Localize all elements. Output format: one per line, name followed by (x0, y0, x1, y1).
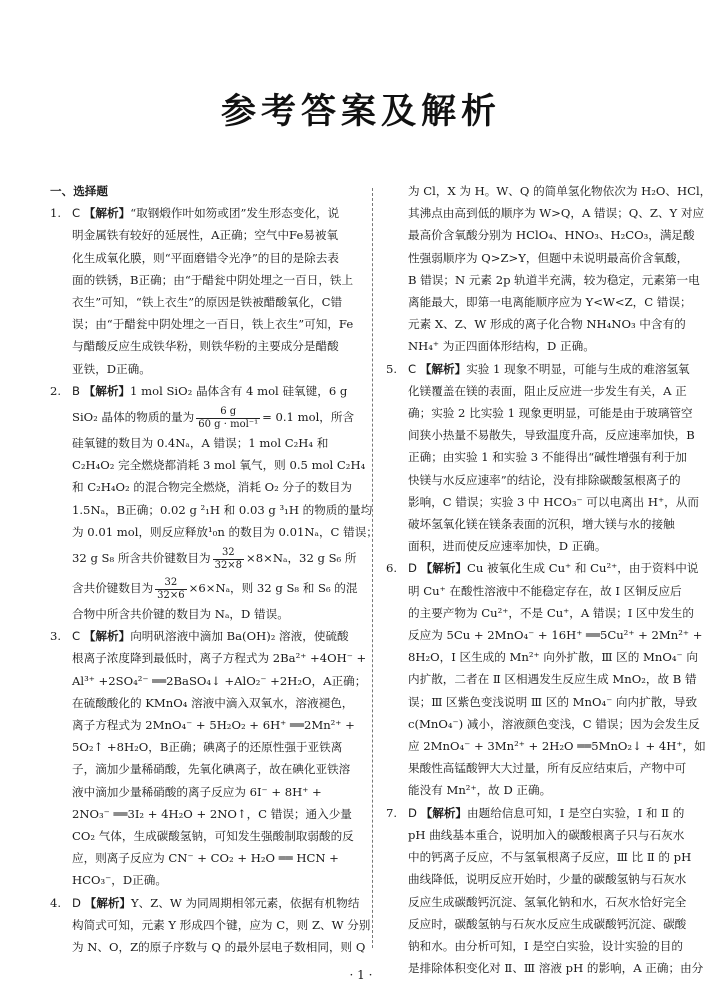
text-line: 2NO₃⁻ ══3I₂ + 4H₂O + 2NO↑，C 错误；通入少量 (72, 806, 352, 821)
text-line: 8H₂O，Ⅰ 区生成的 Mn²⁺ 向外扩散，Ⅲ 区的 MnO₄⁻ 向 (408, 650, 698, 665)
question-2 (50, 380, 378, 625)
text-line: 亚铁，D正确。 (72, 361, 151, 376)
question-number: 5. (386, 361, 398, 376)
question-4-continued (386, 180, 712, 358)
text-line: 离能最大，即第一电离能顺序应为 Y<W<Z，C 错误； (408, 295, 692, 310)
text-line: 间狭小热量不易散失，导致温度升高，反应速率加快，B (408, 428, 695, 443)
analysis-tag: 【解析】 (420, 805, 468, 820)
text-line: 硅氧键的数目为 0.4Nₐ，A 错误；1 mol C₂H₄ 和 (72, 436, 329, 451)
text-line: 中的钙离子反应，不与氢氧根离子反应，Ⅲ 比 Ⅱ 的 pH (408, 850, 692, 865)
fraction-denominator: 60 g · mol⁻¹ (198, 418, 259, 430)
text-line: 快镁与水反应速率”的结论，没有排除碳酸氢根离子的 (408, 472, 681, 487)
question-6 (386, 557, 706, 801)
text-line: 误；由“于醋瓮中阴处埋之一百日，铁上衣生”可知，Fe (72, 317, 354, 332)
text-segment: ×6×Nₐ，则 32 g S₈ 和 S₆ 的混 (188, 581, 358, 596)
text-line: 为 N、O，Z的原子序数与 Q 的最外层电子数相同，则 Q (72, 940, 366, 955)
analysis-tag: 【解析】 (83, 383, 131, 398)
text-segment: 含共价键数目为 (72, 581, 154, 596)
text-line: 构简式可知，元素 Y 形成四个键，应为 C，则 Z、W 分别 (72, 917, 371, 932)
text-line: 反应为 5Cu + 2MnO₄⁻ + 16H⁺ ══5Cu²⁺ + 2Mn²⁺ + (408, 628, 703, 643)
question-4 (50, 892, 371, 959)
question-3-line-1 (50, 625, 360, 647)
column-divider (372, 188, 373, 948)
text-line: 明 Cu⁺ 在酸性溶液中不能稳定存在，故 Ⅰ 区铜反应后 (408, 583, 682, 598)
text-line-with-fraction (50, 543, 360, 573)
question-4-line-1 (50, 892, 360, 914)
text-line: 明金属铁有较好的延展性，A正确；空气中Fe易被氧 (72, 228, 339, 243)
text-line-with-fraction (50, 402, 360, 432)
text-line: 的主要产物为 Cu²⁺，不是 Cu⁺，A 错误；Ⅰ 区中发生的 (408, 605, 694, 620)
text-line: 影响，C 错误；实验 3 中 HCO₃⁻ 可以电离出 H⁺，从而 (408, 494, 699, 509)
text-line: 能没有 Mn²⁺，故 D 正确。 (408, 783, 552, 798)
text-segment: SiO₂ 晶体的物质的量为 (72, 410, 195, 425)
answer-letter: D (72, 895, 81, 910)
text-line: “取钢煅作叶如笏或团”发生形态变化，说 (130, 206, 340, 221)
text-line: 反应生成碳酸钙沉淀、氢氧化钠和水，石灰水恰好完全 (408, 894, 687, 909)
text-line: Y、Z、W 为同周期相邻元素，依据有机物结 (131, 895, 360, 910)
text-segment: = 0.1 mol，所含 (262, 410, 355, 425)
fraction-numerator: 6 g (196, 406, 260, 419)
analysis-tag: 【解析】 (419, 361, 467, 376)
question-1 (50, 202, 360, 380)
question-7 (386, 802, 704, 980)
text-segment: 32 g S₈ 所含共价键数目为 (72, 551, 211, 566)
right-column (386, 180, 712, 979)
text-line: 面的铁锈，B正确；由“于醋瓮中阴处埋之一百日，铁上 (72, 272, 354, 287)
question-6-line-1 (386, 557, 699, 579)
answer-letter: C (72, 629, 81, 644)
text-line: 子，滴加少量稀硝酸，先氧化碘离子，故在碘化亚铁溶 (72, 762, 351, 777)
question-5-line-1 (386, 358, 690, 380)
question-number: 4. (50, 895, 62, 910)
text-line: 在硫酸酸化的 KMnO₄ 溶液中滴入双氧水，溶液褪色， (72, 695, 354, 710)
text-line: 果酸性高锰酸钾大大过量，所有反应结束后，产物中可 (408, 761, 687, 776)
text-line: 离子方程式为 2MnO₄⁻ + 5H₂O₂ + 6H⁺ ══2Mn²⁺ + (72, 718, 355, 733)
text-line: 为 Cl，X 为 H。W、Q 的简单氢化物依次为 H₂O、HCl， (408, 184, 712, 198)
text-line: 化生成氧化膜，则“平面磨错令光净”的目的是除去表 (72, 250, 339, 265)
question-7-line-1 (386, 802, 685, 824)
analysis-tag: 【解析】 (420, 561, 468, 576)
text-line: 液中滴加少量稀硝酸的离子反应为 6I⁻ + 8H⁺ + (72, 784, 322, 799)
text-line: C₂H₄O₂ 完全燃烧都消耗 3 mol 氧气，则 0.5 mol C₂H₄ (72, 458, 366, 473)
fraction-denominator: 32×6 (157, 589, 185, 601)
fraction (213, 547, 244, 572)
text-line: 是排除体积变化对 Ⅱ、Ⅲ 溶液 pH 的影响，A 正确；由分 (408, 961, 704, 976)
question-number: 2. (50, 383, 62, 398)
text-line: 衣生”可知，“铁上衣生”的原因是铁被醋酸氧化，C错 (72, 295, 343, 310)
text-line: 化镁覆盖在镁的表面，阻止反应进一步发生有关，A 正 (408, 383, 687, 398)
text-line: 应，则离子反应为 CN⁻ + CO₂ + H₂O ══ HCN + (72, 851, 339, 866)
left-column (50, 180, 378, 958)
question-1-line-1 (50, 202, 360, 224)
text-line: 最高价含氧酸分别为 HClO₄、HNO₃、H₂CO₃，满足酸 (408, 228, 695, 243)
text-line: HCO₃⁻，D正确。 (72, 873, 167, 888)
fraction-denominator: 32×8 (214, 559, 243, 571)
answer-letter: D (408, 805, 417, 820)
question-5 (386, 358, 699, 558)
page-number: · 1 · (349, 968, 373, 982)
text-line: 钠和水。由分析可知，Ⅰ 是空白实验，设计实验的目的 (408, 938, 683, 953)
fraction-numerator: 32 (213, 547, 244, 560)
question-number: 7. (386, 805, 398, 820)
text-line: 其沸点由高到低的顺序为 W>Q，A 错误；Q、Z、Y 对应 (408, 206, 705, 221)
question-number: 1. (50, 206, 62, 221)
text-line: NH₄⁺ 为正四面体形结构，D 正确。 (408, 339, 595, 354)
answer-letter: C (72, 206, 81, 221)
analysis-tag: 【解析】 (83, 629, 131, 644)
text-line: 为 0.01 mol，则反应释放¹₀n 的数目为 0.01Nₐ，C 错误； (72, 524, 378, 539)
question-2-line-1 (50, 380, 360, 402)
answer-letter: B (72, 383, 80, 398)
text-line: 确；实验 2 比实验 1 现象更明显，可能是由于玻璃管空 (408, 406, 693, 421)
question-3 (50, 625, 367, 891)
text-line: 面积，进而使反应速率加快，D 正确。 (408, 539, 607, 554)
text-segment: ×8×Nₐ，32 g S₆ 所 (246, 551, 357, 566)
text-line: Al³⁺ +2SO₄²⁻ ══2BaSO₄↓ +AlO₂⁻ +2H₂O，A正确； (72, 673, 367, 688)
text-line: 根离子浓度降到最低时，离子方程式为 2Ba²⁺ +4OH⁻ + (72, 651, 367, 666)
text-line: 实验 1 现象不明显，可能与生成的难溶氢氧 (466, 361, 690, 376)
text-line: CO₂ 气体，生成碳酸氢钠，可知发生强酸制取弱酸的反 (72, 829, 354, 844)
text-line: 合物中所含共价键的数目为 Nₐ，D 错误。 (72, 607, 289, 622)
fraction (155, 577, 186, 602)
text-line: 曲线降低，说明反应开始时，少量的碳酸氢钠与石灰水 (408, 872, 687, 887)
text-line: 正确；由实验 1 和实验 3 不能得出“碱性增强有利于加 (408, 450, 687, 465)
text-line: 误；Ⅲ 区紫色变浅说明 Ⅲ 区的 MnO₄⁻ 向内扩散，导致 (408, 694, 698, 709)
answer-letter: C (408, 361, 417, 376)
page-title: 参考答案及解析 (220, 92, 501, 132)
text-line: Cu 被氧化生成 Cu⁺ 和 Cu²⁺，由于资料中说 (467, 561, 699, 576)
fraction-numerator: 32 (155, 577, 186, 590)
text-line: 1.5Nₐ，B正确；0.02 g ²₁H 和 0.03 g ³₁H 的物质的量均 (72, 502, 373, 517)
text-line: B 错误；N 元素 2p 轨道半充满，较为稳定，元素第一电 (408, 272, 700, 287)
text-line: 由题给信息可知，Ⅰ 是空白实验，Ⅰ 和 Ⅱ 的 (467, 805, 685, 820)
text-line: 5O₂↑ +8H₂O，B正确；碘离子的还原性强于亚铁离 (72, 740, 343, 755)
answer-letter: D (408, 561, 417, 576)
section-heading: 一、选择题 (50, 184, 108, 198)
text-line: c(MnO₄⁻) 减小，溶液颜色变浅，C 错误；因为会发生反 (408, 716, 700, 731)
text-line: 向明矾溶液中滴加 Ba(OH)₂ 溶液，使硫酸 (130, 629, 349, 644)
analysis-tag: 【解析】 (83, 206, 131, 221)
text-line: 元素 X、Z、W 形成的离子化合物 NH₄NO₃ 中含有的 (408, 317, 686, 332)
question-number: 6. (386, 561, 398, 576)
analysis-tag: 【解析】 (84, 895, 132, 910)
text-line: 破坏氢氧化镁在镁条表面的沉积，增大镁与水的接触 (408, 517, 675, 532)
text-line: 内扩散，二者在 Ⅱ 区相遇发生反应生成 MnO₂，故 B 错 (408, 672, 697, 687)
text-line: 与醋酸反应生成铁华粉，则铁华粉的主要成分是醋酸 (72, 339, 339, 354)
question-number: 3. (50, 629, 62, 644)
text-line: 1 mol SiO₂ 晶体含有 4 mol 硅氧键，6 g (130, 383, 348, 398)
fraction (196, 406, 260, 431)
text-line: pH 曲线基本重合，说明加入的碳酸根离子只与石灰水 (408, 827, 685, 842)
text-line: 和 C₂H₄O₂ 的混合物完全燃烧，消耗 O₂ 分子的数目为 (72, 480, 353, 495)
text-line: 反应时，碳酸氢钠与石灰水反应生成碳酸钙沉淀、碳酸 (408, 916, 687, 931)
text-line: 性强弱顺序为 Q>Z>Y，但题中未说明最高价含氧酸， (408, 250, 689, 265)
text-line: 应 2MnO₄⁻ + 3Mn²⁺ + 2H₂O ══5MnO₂↓ + 4H⁺，如 (408, 739, 706, 754)
text-line-with-fraction (50, 573, 360, 603)
